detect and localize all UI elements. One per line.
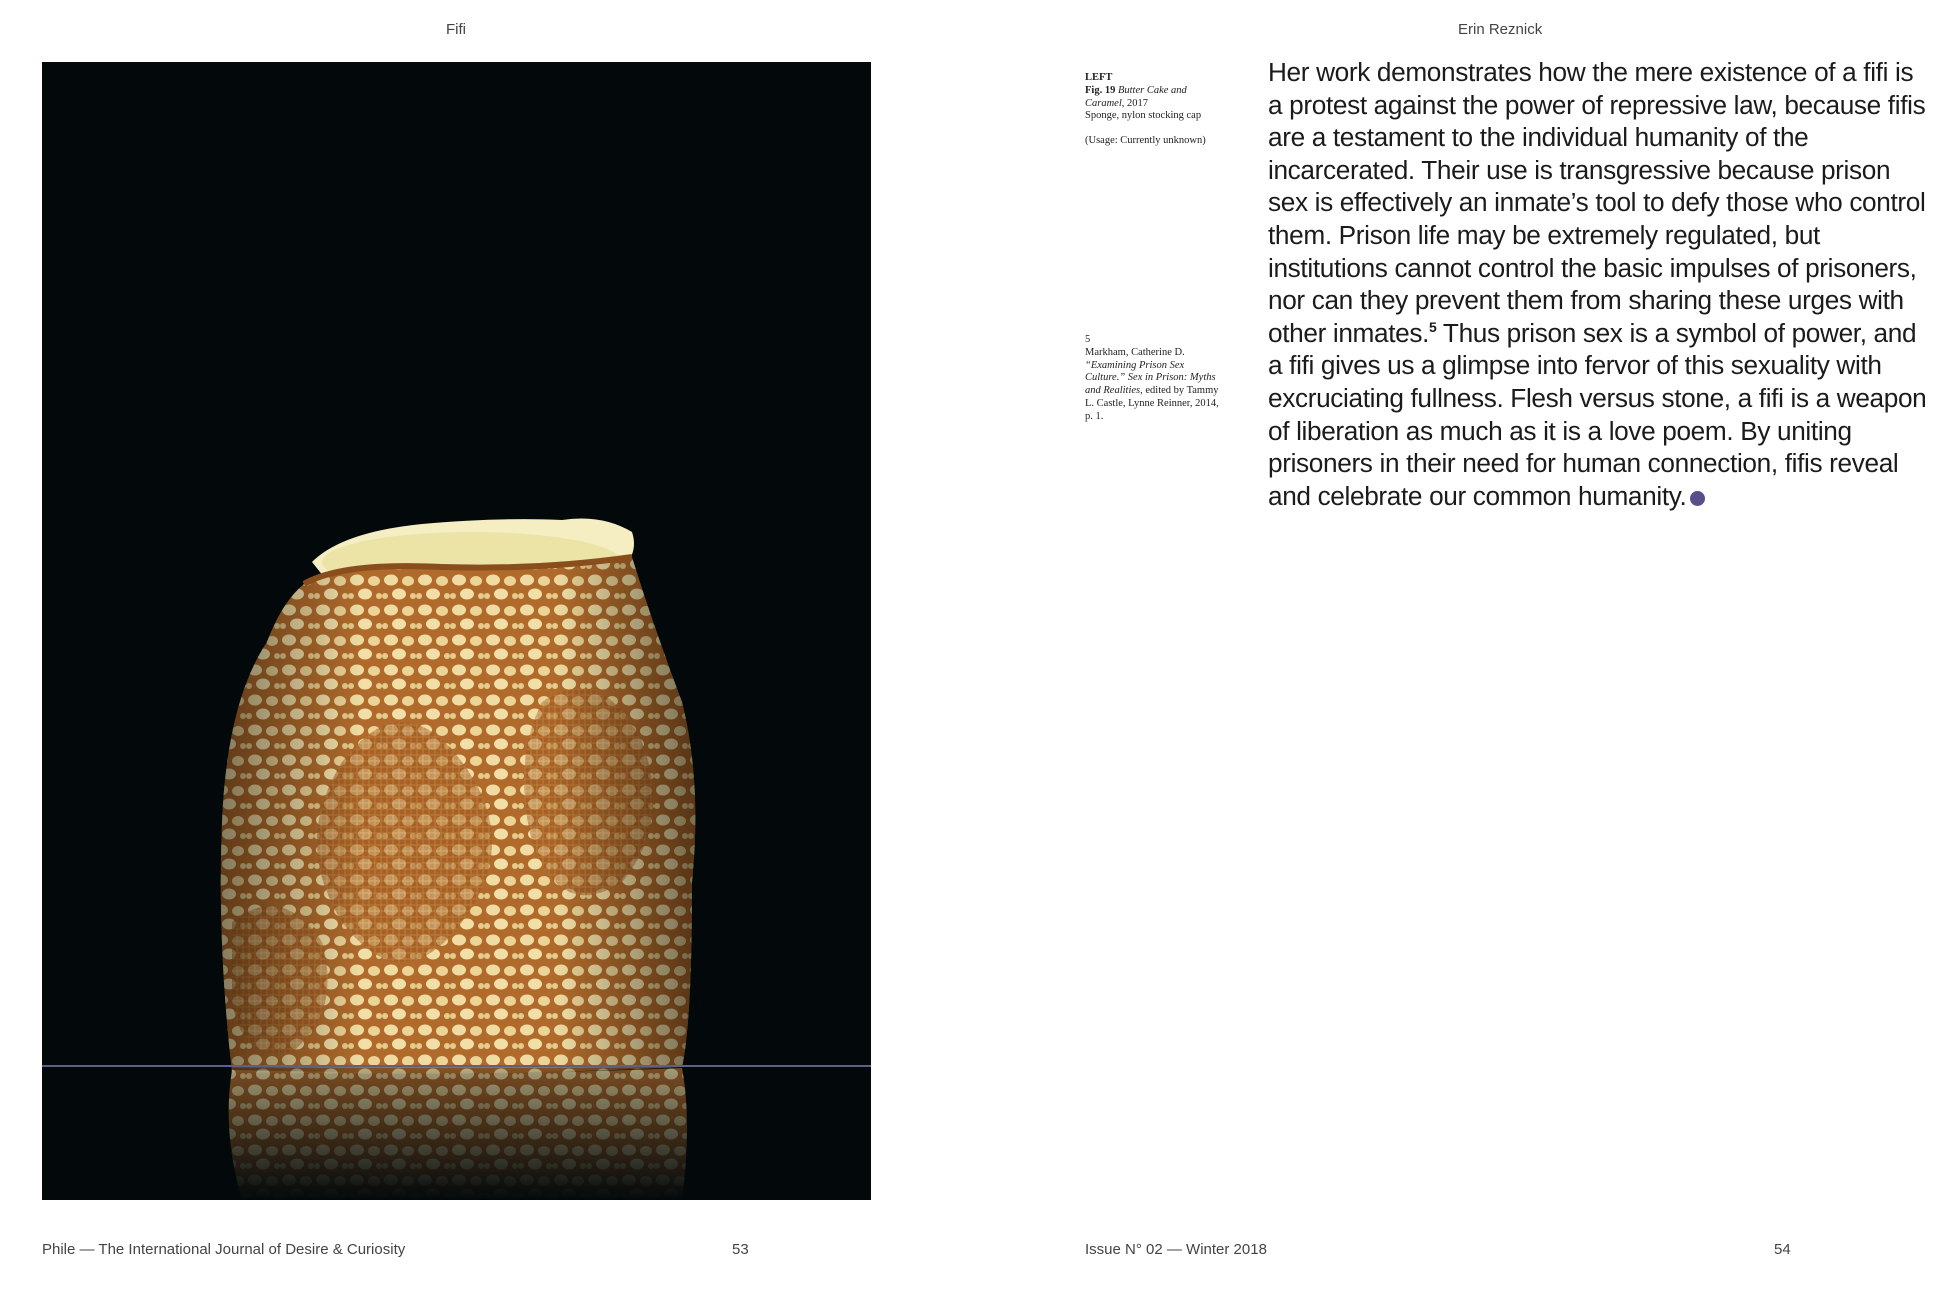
body-text-part-1: Her work demonstrates how the mere existence of a fifi is a protest against the power of repressive law, because fifis are a testament to the individual humanity of the incarcerated. Their use is transgressive because prison sex is effectively an inmate’s tool to defy those who control them. Prison life may be extremely regulated, but institutions cannot control the basic impulses of prisoners, nor can they prevent them from sharing these urges with other inmates. <box>1268 57 1926 348</box>
running-head-left: Fifi <box>446 21 466 38</box>
footnote-article: “Examining Prison Sex Culture.” <box>1085 359 1185 384</box>
footnote-book: Sex in Prison: Myths and Realities <box>1085 372 1216 397</box>
caption-year: , 2017 <box>1121 97 1148 109</box>
caption-fig-number: Fig. 19 <box>1085 84 1116 96</box>
caption-title: Butter Cake and Caramel <box>1085 84 1187 109</box>
page-number-right: 54 <box>1774 1241 1791 1258</box>
fifi-photograph <box>42 62 871 1200</box>
footnote-author: Markham, Catherine D. <box>1085 346 1185 358</box>
caption-materials: Sponge, nylon stocking cap <box>1085 110 1202 122</box>
footnote <box>1085 334 1225 424</box>
end-mark-dot-icon <box>1690 491 1705 506</box>
caption-figure-line <box>1085 85 1225 111</box>
figure-caption <box>1085 72 1225 148</box>
footnote-reference[interactable]: 5 <box>1429 318 1437 335</box>
body-paragraph <box>1268 56 1928 512</box>
footnote-text <box>1085 347 1225 424</box>
caption-position-label: LEFT <box>1085 72 1113 83</box>
page-number-left: 53 <box>732 1241 749 1258</box>
caption-usage: (Usage: Currently unknown) <box>1085 135 1206 147</box>
footnote-rest: , edited by Tammy L. Castle, Lynne Reinner, 2014, p. 1. <box>1085 385 1219 422</box>
body-text-part-2: Thus prison sex is a symbol of power, and a fifi gives us a glimpse into fervor of this sexuality with excruciating fullness. Flesh versus stone, a fifi is a weapon of liberation as much as it is a love poem. By uniting prisoners in their need for human connection, fifis reveal and celebrate our common humanity. <box>1268 317 1927 511</box>
running-head-right: Erin Reznick <box>1458 21 1543 38</box>
footer-issue: Issue N° 02 — Winter 2018 <box>1085 1241 1267 1258</box>
footer-journal-title: Phile — The International Journal of Desire & Curiosity <box>42 1241 406 1258</box>
footnote-number: 5 <box>1085 334 1091 345</box>
fifi-object-image <box>42 62 871 1200</box>
